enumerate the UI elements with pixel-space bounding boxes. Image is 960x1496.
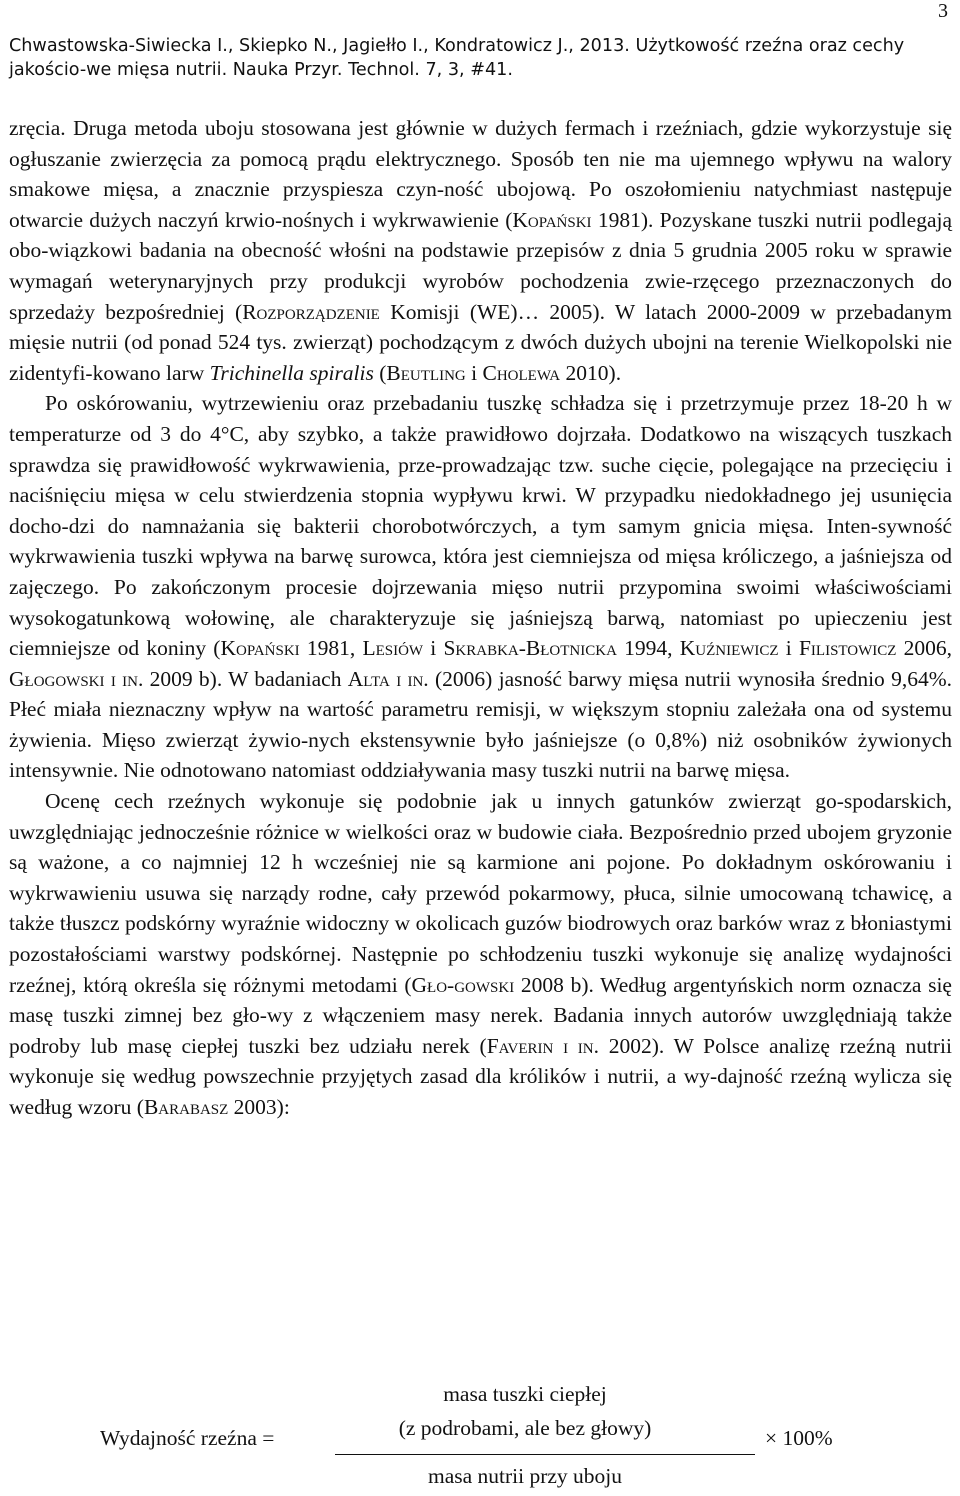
fraction-bar — [335, 1454, 755, 1455]
formula-numerator-line1: masa tuszki ciepłej — [443, 1382, 607, 1406]
citation-ref: Gło-gowski — [411, 972, 515, 997]
citation-ref: Rozporządzenie — [242, 299, 380, 324]
citation-ref: Głogowski i in. — [9, 666, 144, 691]
paragraph-2: Po oskórowaniu, wytrzewieniu oraz przebadaniu tuszkę schładza się i przetrzymuje przez 18-20 h w temperaturze od 3 do 4°C, aby szybko, a także prawidłowo dojrzała. Dodatkowo na wiszących tuszkach sprawdza się prawidłowość wykrwawienia, prze-prowadzając tzw. suche cięcie, polegające na przecięciu i naciśnięciu mięsa w celu stwierdzenia stopnia wypływu krwi. W przypadku niedokładnego jej usunięcia docho-dzi do namnażania się bakterii chorobotwórczych, a tym samym gnicia mięsa. Inten-sywność wykrwawienia tuszki wpływa na barwę surowca, która jest ciemniejsza od mięsa króliczego, a jaśniejsza od zajęczego. Po zakończonym procesie dojrzewania mięso nutrii przypomina swoimi właściwościami wysokogatunkową wołowinę, ale charakteryzuje się jaśniejszą barwą, natomiast po upieczeniu jest ciemniejsze od koniny (Kopański 1981, Lesiów i Skrabka-Błotnicka 1994, Kuźniewicz i Filistowicz 2006, Głogowski i in. 2009 b). W badaniach Alta i in. (2006) jasność barwy mięsa nutrii wynosiła średnio 9,64%. Płeć miała nieznaczny wpływ na wartość parametru remisji, w większym stopniu zależała ona od systemu żywienia. Mięso zwierząt żywio-nych ekstensywnie było jaśniejsze (o 0,8%) niż osobników żywionych intensywnie. Nie odnotowano natomiast oddziaływania masy tuszki nutrii na barwę mięsa. — [9, 391, 953, 783]
citation-ref: Kopański — [512, 207, 592, 232]
citation-ref: Kuźniewicz — [679, 636, 779, 661]
article-body — [9, 113, 952, 1123]
formula-multiplier: × 100% — [765, 1426, 833, 1450]
formula-label: Wydajność rzeźna = — [100, 1426, 275, 1450]
citation-ref: Filistowicz — [798, 636, 897, 661]
yield-formula — [100, 1382, 900, 1492]
citation-ref: Kopański — [220, 636, 300, 661]
citation-ref: Alta i in. — [347, 666, 429, 691]
species-name: Trichinella spiralis — [209, 360, 374, 385]
formula-denominator: masa nutrii przy uboju — [427, 1464, 623, 1488]
citation-ref: Barabasz — [143, 1095, 229, 1119]
citation-header: Chwastowska-Siwiecka I., Skiepko N., Jagiełło I., Kondratowicz J., 2013. Użytkowość rzeźna oraz cechy jakościo-we mięsa nutrii. Nauka Przyr. Technol. 7, 3, #41. — [9, 36, 905, 80]
citation-ref: Skrabka-Błotnicka — [443, 636, 617, 661]
citation-ref: Cholewa — [482, 360, 561, 385]
citation-ref: Beutling — [386, 360, 466, 385]
formula-numerator-line2: (z podrobami, ale bez głowy) — [398, 1416, 652, 1440]
paragraph-3: Ocenę cech rzeźnych wykonuje się podobnie jak u innych gatunków zwierząt go-spodarskich, uwzględniając jednocześnie różnice w wielkości oraz w budowie ciała. Bezpośrednio przed ubojem gryzonie są ważone, a co najmniej 12 h wcześniej nie są karmione ani pojone. Po dokładnym oskórowaniu i wykrwawieniu usuwa się narządy rodne, cały przewód pokarmowy, płuca, silnie umocowaną tchawicę, a także tłuszcz podskórny wyraźnie widoczny w okolicach guzów biodrowych oraz barków wraz z błoniastymi pozostałościami warstwy podskórnej. Następnie po schłodzeniu tuszki wykonuje się analizę wydajności rzeźnej, którą określa się różnymi metodami (Gło-gowski 2008 b). Według argentyńskich norm oznacza się masę tuszki zimnej bez gło-wy z włączeniem masy nerek. Badania innych autorów uwzględniają także podroby lub masę ciepłej tuszki bez udziału nerek (Faverin i in. 2002). W Polsce analizę rzeźną nutrii wykonuje się według powszechnie przyjętych zasad dla królików i nutrii, a wy-dajność rzeźną wylicza się według wzoru (Barabasz 2003): — [9, 789, 952, 1119]
paragraph-1: zręcia. Druga metoda uboju stosowana jest głównie w dużych fermach i rzeźniach, gdzie wykorzystuje się ogłuszanie zwierzęcia za pomocą prądu elektrycznego. Sposób ten nie ma ujemnego wpływu na walory smakowe mięsa, a znacznie przyspiesza czyn-ność ubojową. Po oszołomieniu natychmiast następuje otwarcie dużych naczyń krwio-nośnych i wykrwawienie (Kopański 1981). Pozyskane tuszki nutrii podlegają obo-wiązkowi badania na obecność włośni na podstawie przepisów z dnia 5 grudnia 2005 roku w sprawie wymagań weterynaryjnych przy produkcji wyrobów pochodzenia zwie-rzęcego przeznaczonych do sprzedaży bezpośredniej (Rozporządzenie Komisji (WE)… 2005). W latach 2000-2009 w przebadanym mięsie nutrii (od ponad 524 tys. zwierząt) pochodzącym z dwóch dużych ubojni na terenie Wielkopolski nie zidentyfi-kowano larw Trichinella spiralis (Beutling i Cholewa 2010). — [9, 116, 953, 385]
citation-ref: Faverin i in. — [486, 1033, 599, 1058]
page-number: 3 — [938, 0, 948, 22]
citation-ref: Lesiów — [362, 636, 424, 661]
